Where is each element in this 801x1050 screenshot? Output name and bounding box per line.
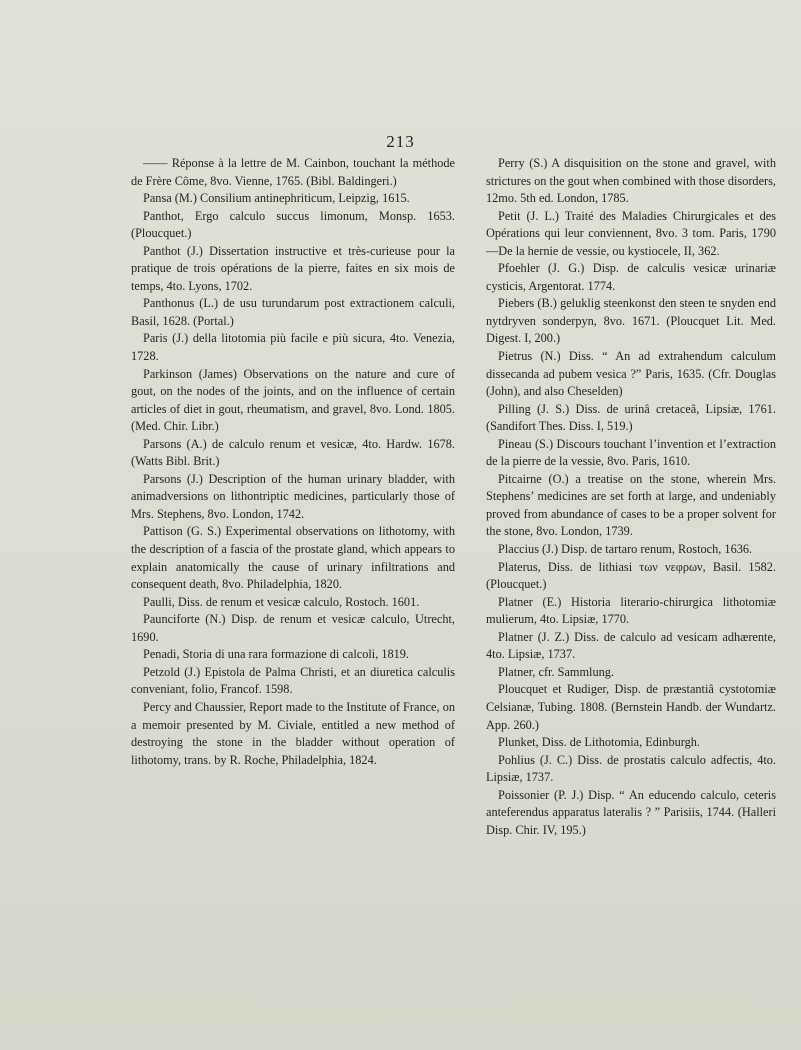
bibliography-entry: Piebers (B.) geluklig steenkonst den steen te snyden end nytdryven sonderpyn, 8vo. 1671. (Ploucquet Lit. Med. Digest. I, 200.) [486,296,776,346]
bibliography-entry: Platner, cfr. Sammlung. [498,664,614,679]
bibliography-entry: Pohlius (J. C.) Diss. de prostatis calculo adfectis, 4to. Lipsiæ, 1737. [486,752,776,785]
bibliography-entry: Paulli, Diss. de renum et vesicæ calculo, Rostoch. 1601. [143,594,420,609]
bibliography-entry: Platner (J. Z.) Diss. de calculo ad vesicam adhærente, 4to. Lipsiæ, 1737. [486,629,776,662]
bibliography-entry: —— Réponse à la lettre de M. Cainbon, touchant la méthode de Frère Côme, 8vo. Vienne, 1765. (Bibl. Baldingeri.) [131,156,455,188]
bibliography-entry: Parkinson (James) Observations on the nature and cure of gout, on the nodes of the joints, and on the influence of certain articles of diet in gout, rheumatism, and gravel, 8vo. Lond. 1805. (Med. Chir. Libr.) [131,366,455,434]
bibliography-entry: Pfoehler (J. G.) Disp. de calculis vesicæ urinariæ cysticis, Argentorat. 1774. [486,261,776,293]
bibliography-entry: Platerus, Diss. de lithiasi των νεφρων, Basil. 1582. (Ploucquet.) [486,559,776,592]
bibliography-entry: Paris (J.) della litotomia più facile e più sicura, 4to. Venezia, 1728. [131,331,455,364]
bibliography-entry: Poissonier (P. J.) Disp. “ An educendo calculo, ceteris anteferendus apparatus lateralis ? ” Parisiis, 1744. (Halleri Disp. Chir. IV, 195.) [486,787,776,837]
bibliography-entry: Placcius (J.) Disp. de tartaro renum, Rostoch, 1636. [498,542,753,557]
bibliography-entry: Plunket, Diss. de Lithotomia, Edinburgh. [498,735,700,750]
left-column [131,155,455,769]
bibliography-entry: Parsons (J.) Description of the human urinary bladder, with animadversions on lithontriptic medicines, particularly those of Mrs. Stephens, 8vo. London, 1742. [131,471,455,521]
bibliography-entry: Pansa (M.) Consilium antinephriticum, Leipzig, 1615. [143,191,410,206]
bibliography-entry: Penadi, Storia di una rara formazione di calcoli, 1819. [143,647,410,662]
bibliography-entry: Percy and Chaussier, Report made to the Institute of France, on a memoir presented by M. Civiale, entitled a new method of destroying the stone in the bladder without operation of lithotomy, trans. by R. Roche, Philadelphia, 1824. [131,699,455,767]
bibliography-entry: Perry (S.) A disquisition on the stone and gravel, with strictures on the gout when combined with those disorders, 12mo. 5th ed. London, 1785. [486,156,776,206]
bibliography-entry: Panthonus (L.) de usu turundarum post extractionem calculi, Basil, 1628. (Portal.) [131,296,455,328]
bibliography-entry: Pilling (J. S.) Diss. de urinâ cretaceâ, Lipsiæ, 1761. (Sandifort Thes. Diss. I, 519.) [486,401,776,434]
bibliography-entry: Petit (J. L.) Traité des Maladies Chirurgicales et des Opérations qui leur conviennent, 8vo. 3 tom. Paris, 1790—De la hernie de vessie, ou kystiocele, II, 362. [486,208,776,258]
bibliography-entry: Ploucquet et Rudiger, Disp. de præstantiâ cystotomiæ Celsianæ, Tubing. 1808. (Bernstein Handb. der Wundartz. App. 260.) [486,682,776,732]
bibliography-entry: Panthot (J.) Dissertation instructive et très-curieuse pour la pratique de trois opérations de la pierre, faites en six mois de temps, 4to. Lyons, 1702. [131,243,455,293]
page-number: 213 [386,132,415,151]
bibliography-entry: Pattison (G. S.) Experimental observations on lithotomy, with the description of a fascia of the prostate gland, which appears to explain anatomically the cause of urinary infiltrations and consequent death, 8vo. Philadelphia, 1820. [131,524,455,592]
bibliography-entry: Pietrus (N.) Diss. “ An ad extrahendum calculum dissecanda ad pubem vesica ?” Paris, 1635. (Cfr. Douglas (John), and also Cheselden) [486,349,776,399]
bibliography-entry: Pineau (S.) Discours touchant l’invention et l’extraction de la pierre de la vessie, 8vo. Paris, 1610. [486,436,776,469]
right-column [486,155,776,839]
bibliography-entry: Paunciforte (N.) Disp. de renum et vesicæ calculo, Utrecht, 1690. [131,612,455,644]
bibliography-entry: Panthot, Ergo calculo succus limonum, Monsp. 1653. (Ploucquet.) [131,208,455,241]
bibliography-entry: Parsons (A.) de calculo renum et vesicæ, 4to. Hardw. 1678. (Watts Bibl. Brit.) [131,436,455,469]
bibliography-entry: Pitcairne (O.) a treatise on the stone, wherein Mrs. Stephens’ medicines are set forth at large, and undeniably proved from abundance of cases to be a proper solvent for the stone, 8vo. London, 1739. [486,471,776,539]
bibliography-entry: Petzold (J.) Epistola de Palma Christi, et an diuretica calculis conveniant, folio, Francof. 1598. [131,664,455,697]
bibliography-entry: Platner (E.) Historia literario-chirurgica lithotomiæ mulierum, 4to. Lipsiæ, 1770. [486,594,776,627]
